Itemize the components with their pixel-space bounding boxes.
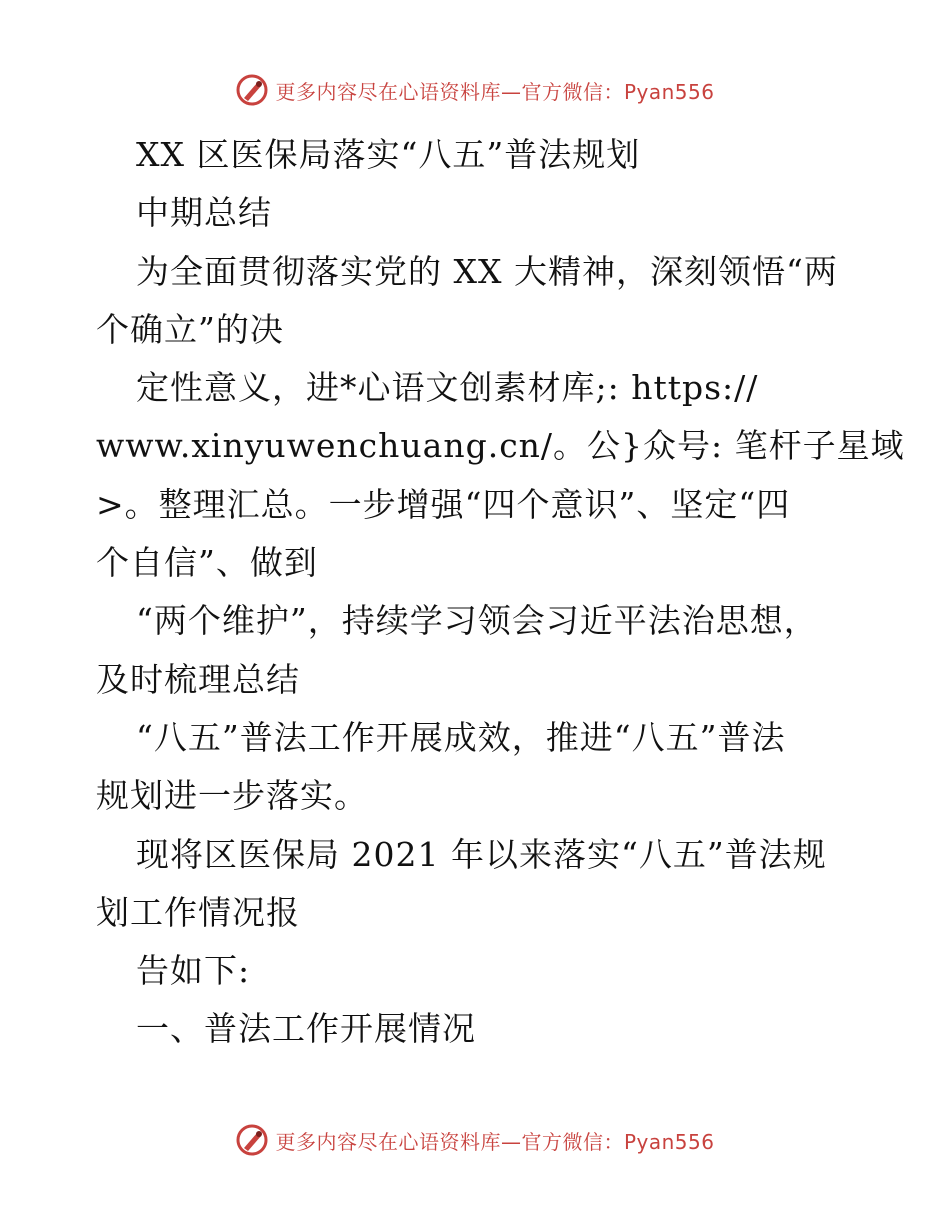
doc-line: 规划进一步落实。	[96, 776, 368, 816]
doc-line: XX 区医保局落实“八五”普法规划	[136, 135, 641, 174]
doc-line: 及时梳理总结	[96, 659, 300, 699]
doc-line: 定性意义，进*心语文创素材库;: https://	[136, 368, 759, 408]
doc-line: 个确立”的决	[96, 309, 284, 349]
doc-line: 个自信”、做到	[96, 543, 318, 583]
doc-line: 为全面贯彻落实党的 XX 大精神，深刻领悟“两	[136, 251, 838, 291]
watermark-text: 更多内容尽在心语资料库—官方微信：Pyan556	[275, 79, 715, 104]
doc-line: “八五”普法工作开展成效，推进“八五”普法	[136, 717, 786, 757]
pen-logo-icon	[235, 73, 269, 107]
watermark-text: 更多内容尽在心语资料库—官方微信：Pyan556	[275, 1129, 715, 1154]
pen-logo-icon	[235, 1123, 269, 1157]
document-body	[96, 126, 905, 1059]
doc-line: “两个维护”，持续学习领会习近平法治思想，	[136, 601, 818, 641]
footer-watermark	[0, 1120, 950, 1160]
doc-line: 划工作情况报	[96, 892, 300, 932]
doc-line: 告如下:	[136, 951, 251, 991]
header-watermark	[0, 70, 950, 110]
doc-line: www.xinyuwenchuang.cn/。公}众号: 笔杆子星域	[96, 426, 905, 466]
doc-line: 中期总结	[136, 193, 272, 233]
doc-line: 一、普法工作开展情况	[136, 1009, 476, 1049]
doc-line: >。整理汇总。一步增强“四个意识”、坚定“四	[96, 484, 791, 524]
doc-line: 现将区医保局 2021 年以来落实“八五”普法规	[136, 834, 827, 874]
